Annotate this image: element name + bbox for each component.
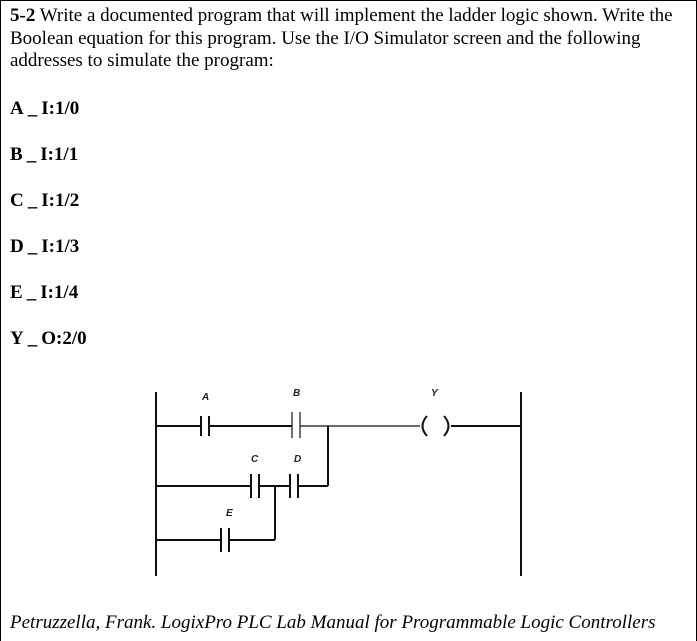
contact-d-label: D <box>294 454 302 465</box>
citation: Petruzzella, Frank. LogixPro PLC Lab Manual for Programmable Logic Controllers <box>10 612 656 633</box>
io-symbol: B <box>10 144 23 165</box>
io-address: I:1/3 <box>41 236 80 257</box>
problem-number: 5-2 <box>10 5 36 26</box>
io-symbol: D <box>10 236 24 257</box>
io-symbol: A <box>10 98 24 119</box>
problem-text: Write a documented program that will implement the ladder logic shown. Write the Boolean equation for this program. Use the I/O Simulator screen and the following addresses to simulate the program: <box>10 5 673 71</box>
io-address: I:1/1 <box>40 144 79 165</box>
io-row-c: C _ I:1/2 <box>10 190 80 211</box>
coil-y-right <box>444 416 449 436</box>
contact-b-label: B <box>293 388 301 399</box>
io-row-b: B _ I:1/1 <box>10 144 79 165</box>
io-address: I:1/4 <box>40 282 79 303</box>
io-row-y: Y _ O:2/0 <box>10 328 87 349</box>
coil-y-label: Y <box>431 388 438 399</box>
problem-statement <box>10 5 690 73</box>
io-row-e: E _ I:1/4 <box>10 282 79 303</box>
io-symbol: E <box>10 282 23 303</box>
contact-e-label: E <box>226 508 233 519</box>
io-address: I:1/0 <box>41 98 80 119</box>
io-address: O:2/0 <box>41 328 87 349</box>
contact-c-label: C <box>251 454 259 465</box>
ladder-diagram <box>140 378 540 583</box>
io-symbol: Y <box>10 328 24 349</box>
contact-a-label: A <box>202 392 210 403</box>
coil-y-left <box>423 416 428 436</box>
io-address: I:1/2 <box>41 190 80 211</box>
io-symbol: C <box>10 190 24 211</box>
io-row-d: D _ I:1/3 <box>10 236 80 257</box>
io-row-a: A _ I:1/0 <box>10 98 80 119</box>
